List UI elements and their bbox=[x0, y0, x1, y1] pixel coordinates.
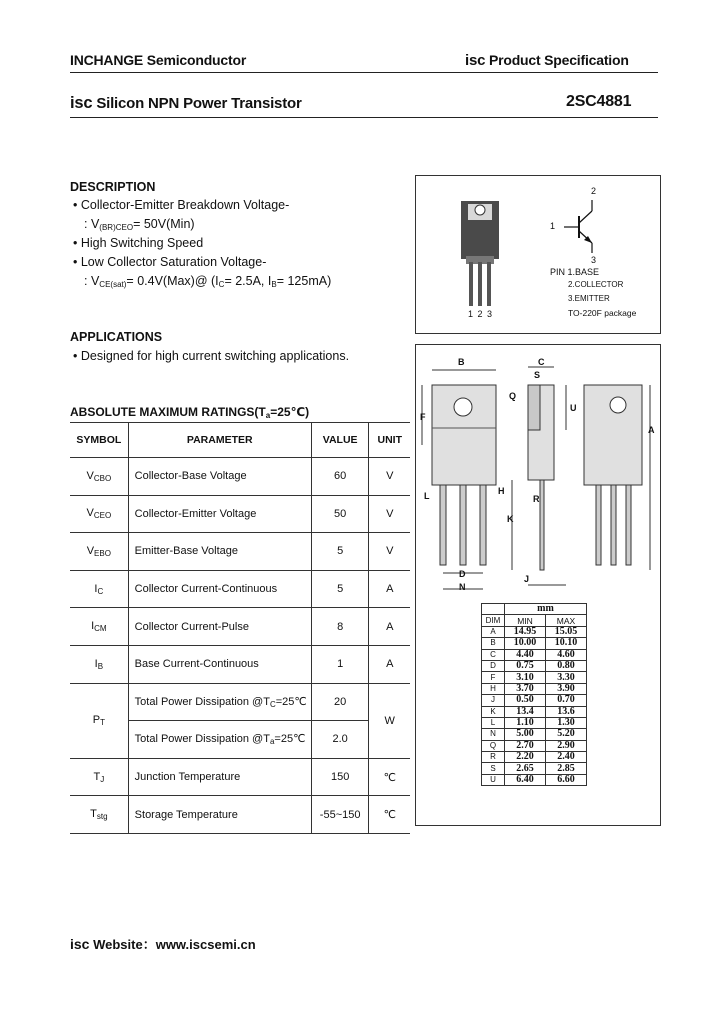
dim-max: 2.90 bbox=[546, 740, 587, 751]
row-symbol: $P_T$ bbox=[70, 683, 128, 758]
dim-cell: N bbox=[482, 729, 505, 740]
dim-min: 2.20 bbox=[505, 752, 546, 763]
back-lead-2 bbox=[611, 485, 616, 565]
table-row bbox=[70, 758, 410, 796]
dim-min: 2.70 bbox=[505, 740, 546, 751]
back-lead-1 bbox=[596, 485, 601, 565]
desc-bullet-saturation: • Low Collector Saturation Voltage- bbox=[73, 255, 267, 269]
dim-label-l: L bbox=[424, 491, 430, 501]
dim-cell: F bbox=[482, 672, 505, 683]
dim-label-q: Q bbox=[509, 391, 517, 401]
side-view-tab bbox=[528, 385, 540, 430]
col-symbol: SYMBOL bbox=[70, 423, 128, 458]
dim-label-r: R bbox=[533, 494, 540, 504]
row-unit: W bbox=[369, 683, 410, 758]
dim-label-b: B bbox=[458, 357, 465, 367]
dim-cell: K bbox=[482, 706, 505, 717]
document-title: isc Silicon NPN Power Transistor bbox=[70, 94, 302, 112]
schematic-collector-wire bbox=[579, 211, 592, 223]
dim-max: 0.70 bbox=[546, 695, 587, 706]
table-row bbox=[482, 638, 587, 649]
dimensions-table bbox=[481, 603, 587, 786]
pinout-box bbox=[415, 175, 661, 334]
mounting-hole-icon bbox=[475, 205, 485, 215]
dim-min: 14.95 bbox=[505, 626, 546, 637]
row-parameter: Total Power Dissipation $@T_C=25℃$ bbox=[128, 683, 311, 721]
dim-label-a: A bbox=[648, 425, 655, 435]
row-value: 1 bbox=[311, 645, 369, 683]
dim-cell: Q bbox=[482, 740, 505, 751]
row-symbol: $V_{CEO}$ bbox=[70, 495, 128, 533]
table-row bbox=[482, 774, 587, 785]
dim-max: 0.80 bbox=[546, 660, 587, 671]
table-row bbox=[482, 752, 587, 763]
dim-max: 10.10 bbox=[546, 638, 587, 649]
pin1-label: 1 bbox=[550, 221, 556, 231]
row-symbol: $T_J$ bbox=[70, 758, 128, 796]
dim-min: 10.00 bbox=[505, 638, 546, 649]
dim-max: 1.30 bbox=[546, 717, 587, 728]
col-parameter: PARAMETER bbox=[128, 423, 311, 458]
dim-corner bbox=[482, 604, 505, 615]
row-parameter: Collector Current-Pulse bbox=[128, 608, 311, 646]
table-row bbox=[482, 672, 587, 683]
description-heading: DESCRIPTION bbox=[70, 180, 156, 194]
footer-website: isc Website：www.iscsemi.cn bbox=[70, 936, 256, 952]
dim-cell: C bbox=[482, 649, 505, 660]
dim-label-d: D bbox=[459, 569, 466, 579]
side-view-lead bbox=[540, 480, 544, 570]
row-unit: ℃ bbox=[369, 796, 410, 834]
dim-min: 3.70 bbox=[505, 683, 546, 694]
dim-col-max: MAX bbox=[546, 615, 587, 626]
row-symbol: $I_C$ bbox=[70, 570, 128, 608]
dim-cell: R bbox=[482, 752, 505, 763]
dim-max: 15.05 bbox=[546, 626, 587, 637]
table-row bbox=[482, 660, 587, 671]
row-parameter: Storage Temperature bbox=[128, 796, 311, 834]
dim-col-min: MIN bbox=[505, 615, 546, 626]
table-row bbox=[70, 495, 410, 533]
row-symbol: $I_{CM}$ bbox=[70, 608, 128, 646]
pin2-label: 2 bbox=[591, 186, 597, 196]
dim-max: 6.60 bbox=[546, 774, 587, 785]
row-parameter: Collector-Base Voltage bbox=[128, 458, 311, 496]
header-rule-top bbox=[70, 72, 658, 73]
dim-max: 2.40 bbox=[546, 752, 587, 763]
row-unit: ℃ bbox=[369, 758, 410, 796]
dim-min: 0.75 bbox=[505, 660, 546, 671]
outline-drawing bbox=[416, 345, 660, 605]
dim-max: 3.30 bbox=[546, 672, 587, 683]
table-row bbox=[482, 706, 587, 717]
dim-cell: S bbox=[482, 763, 505, 774]
row-symbol: $T_{stg}$ bbox=[70, 796, 128, 834]
dim-label-c: C bbox=[538, 357, 545, 367]
dim-min: 2.65 bbox=[505, 763, 546, 774]
front-lead-3 bbox=[480, 485, 486, 565]
ratings-heading: ABSOLUTE MAXIMUM $RATINGS(T_a=25℃)$ bbox=[70, 405, 310, 420]
dim-cell: H bbox=[482, 683, 505, 694]
row-value: 8 bbox=[311, 608, 369, 646]
row-parameter: Junction Temperature bbox=[128, 758, 311, 796]
company-name: INCHANGE Semiconductor bbox=[70, 52, 247, 68]
row-symbol: $I_B$ bbox=[70, 645, 128, 683]
front-lead-2 bbox=[460, 485, 466, 565]
table-row bbox=[482, 649, 587, 660]
table-row bbox=[70, 608, 410, 646]
dim-max: 5.20 bbox=[546, 729, 587, 740]
table-row bbox=[482, 740, 587, 751]
dim-min: 6.40 bbox=[505, 774, 546, 785]
table-row bbox=[482, 626, 587, 637]
table-row bbox=[482, 695, 587, 706]
front-view-hole-icon bbox=[454, 398, 472, 416]
dim-label-f: F bbox=[420, 412, 426, 422]
website-link[interactable]: www.iscsemi.cn bbox=[155, 937, 256, 952]
row-parameter: Collector Current-Continuous bbox=[128, 570, 311, 608]
applications-bullet: • Designed for high current switching applications. bbox=[73, 349, 350, 363]
dim-label-j: J bbox=[524, 574, 530, 584]
dim-cell: B bbox=[482, 638, 505, 649]
row-value: 50 bbox=[311, 495, 369, 533]
dim-cell: D bbox=[482, 660, 505, 671]
pin-legend-emitter: 3.EMITTER bbox=[568, 294, 610, 303]
package-name: TO-220F package bbox=[568, 308, 637, 318]
row-unit: A bbox=[369, 608, 410, 646]
pin-legend-collector: 2.COLLECTOR bbox=[568, 280, 624, 289]
col-value: VALUE bbox=[311, 423, 369, 458]
lead-numbers: 1 2 3 bbox=[468, 309, 494, 319]
row-parameter: Total Power Dissipation $@T_a=25℃$ bbox=[128, 721, 311, 759]
dim-cell: J bbox=[482, 695, 505, 706]
dim-max: 4.60 bbox=[546, 649, 587, 660]
desc-bullet-breakdown: • Collector-Emitter Breakdown Voltage- bbox=[73, 198, 290, 212]
desc-saturation-value: : $V_{CE(sat)}=$ 0.4V(Max)@ ($I_C= 2.5A$, $I_B= 125mA$) bbox=[84, 274, 332, 289]
dim-min: 13.4 bbox=[505, 706, 546, 717]
table-row bbox=[70, 533, 410, 571]
row-value: -55~150 bbox=[311, 796, 369, 834]
row-symbol: $V_{CBO}$ bbox=[70, 458, 128, 496]
pin3-label: 3 bbox=[591, 255, 597, 265]
dim-cell: L bbox=[482, 717, 505, 728]
row-unit: V bbox=[369, 533, 410, 571]
pin-legend: PIN 1.BASE bbox=[550, 267, 600, 277]
row-parameter: Collector-Emitter Voltage bbox=[128, 495, 311, 533]
col-unit: UNIT bbox=[369, 423, 410, 458]
row-unit: V bbox=[369, 458, 410, 496]
spec-label: isc Product Specification bbox=[465, 52, 629, 69]
part-number: 2SC4881 bbox=[566, 93, 632, 110]
table-row bbox=[482, 717, 587, 728]
table-row bbox=[70, 645, 410, 683]
desc-breakdown-value: : $V_{(BR)CEO}= 50V(Min)$ bbox=[84, 217, 195, 232]
desc-bullet-speed: • High Switching Speed bbox=[73, 236, 204, 250]
table-row bbox=[482, 729, 587, 740]
row-value: 5 bbox=[311, 570, 369, 608]
dim-label-u: U bbox=[570, 403, 577, 413]
dim-col-dim: DIM bbox=[482, 615, 505, 626]
dim-min: 3.10 bbox=[505, 672, 546, 683]
front-lead-1 bbox=[440, 485, 446, 565]
dim-min: 1.10 bbox=[505, 717, 546, 728]
dim-header-row bbox=[482, 615, 587, 626]
row-value: 20 bbox=[311, 683, 369, 721]
dim-unit-row bbox=[482, 604, 587, 615]
row-parameter: Emitter-Base Voltage bbox=[128, 533, 311, 571]
row-value: 60 bbox=[311, 458, 369, 496]
row-unit: V bbox=[369, 495, 410, 533]
table-row bbox=[482, 683, 587, 694]
table-row bbox=[70, 683, 410, 721]
dim-cell: A bbox=[482, 626, 505, 637]
dim-max: 3.90 bbox=[546, 683, 587, 694]
header-rule-bottom bbox=[70, 117, 658, 118]
table-row bbox=[70, 458, 410, 496]
dim-label-s: S bbox=[534, 370, 541, 380]
dim-label-h: H bbox=[498, 486, 505, 496]
row-unit: A bbox=[369, 570, 410, 608]
dim-label-k: K bbox=[507, 514, 514, 524]
dim-cell: U bbox=[482, 774, 505, 785]
row-value: 5 bbox=[311, 533, 369, 571]
table-row bbox=[70, 796, 410, 834]
row-parameter: Base Current-Continuous bbox=[128, 645, 311, 683]
row-unit: A bbox=[369, 645, 410, 683]
dim-unit: mm bbox=[505, 604, 587, 615]
dim-max: 2.85 bbox=[546, 763, 587, 774]
ratings-header-row bbox=[70, 423, 410, 458]
dim-min: 0.50 bbox=[505, 695, 546, 706]
table-row bbox=[482, 763, 587, 774]
row-value: 150 bbox=[311, 758, 369, 796]
ratings-table bbox=[70, 422, 410, 834]
dim-max: 13.6 bbox=[546, 706, 587, 717]
row-symbol: $V_{EBO}$ bbox=[70, 533, 128, 571]
dim-label-n: N bbox=[459, 582, 466, 592]
table-row bbox=[70, 570, 410, 608]
applications-heading: APPLICATIONS bbox=[70, 330, 163, 344]
row-value: 2.0 bbox=[311, 721, 369, 759]
back-lead-3 bbox=[626, 485, 631, 565]
dim-min: 4.40 bbox=[505, 649, 546, 660]
dim-min: 5.00 bbox=[505, 729, 546, 740]
back-view-hole-icon bbox=[610, 397, 626, 413]
